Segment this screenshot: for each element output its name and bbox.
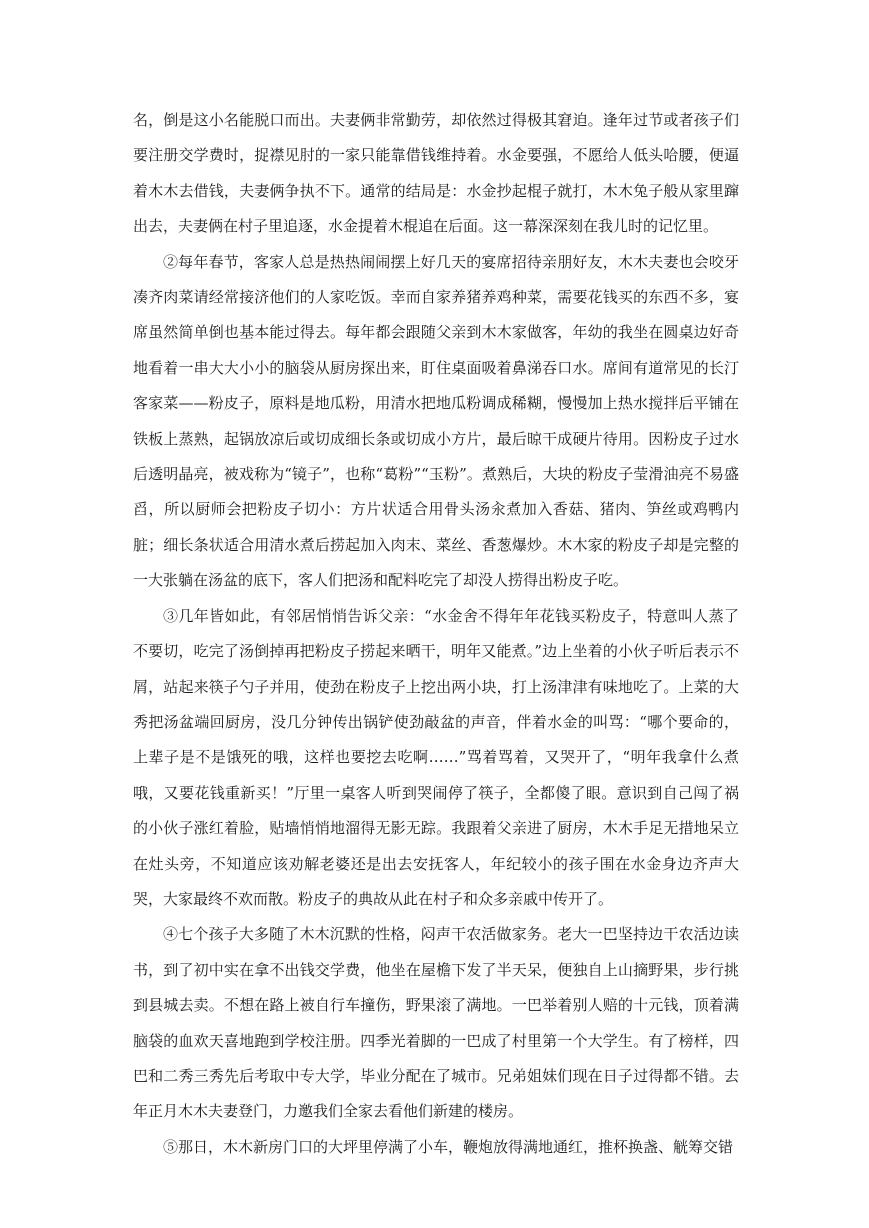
article-body [133,103,739,1165]
paragraph-2: ②每年春节，客家人总是热热闹闹摆上好几天的宴席招待亲朋好友，木木夫妻也会咬牙凑齐肉菜请经常接济他们的人家吃饭。幸而自家养猪养鸡种菜，需要花钱买的东西不多，宴席虽然简单倒也基本能过得去。每年都会跟随父亲到木木家做客，年幼的我坐在圆桌边好奇地看着一串大大小小的脑袋从厨房探出来，盯住桌面吸着鼻涕吞口水。席间有道常见的长汀客家菜——粉皮子，原料是地瓜粉，用清水把地瓜粉调成稀糊，慢慢加上热水搅拌后平铺在铁板上蒸熟，起锅放凉后或切成细长条或切成小方片，最后晾干成硬片待用。因粉皮子过水后透明晶亮，被戏称为“镜子”，也称“葛粉”“玉粉”。煮熟后，大块的粉皮子莹滑油亮不易盛舀，所以厨师会把粉皮子切小：方片状适合用骨头汤汆煮加入香菇、猪肉、笋丝或鸡鸭内脏；细长条状适合用清水煮后捞起加入肉末、菜丝、香葱爆炒。木木家的粉皮子却是完整的一大张躺在汤盆的底下，客人们把汤和配料吃完了却没人捞得出粉皮子吃。 [133,252,739,590]
paragraph-continued: 名，倒是这小名能脱口而出。夫妻俩非常勤劳，却依然过得极其窘迫。逢年过节或者孩子们要注册交学费时，捉襟见肘的一家只能靠借钱维持着。水金要强，不愿给人低头哈腰，便逼着木木去借钱，夫妻俩争执不下。通常的结局是：水金抄起棍子就打，木木兔子般从家里蹿出去，夫妻俩在村子里追逐，水金提着木棍追在后面。这一幕深深刻在我儿时的记忆里。 [133,111,739,236]
paragraph-4: ④七个孩子大多随了木木沉默的性格，闷声干农活做家务。老大一巴坚持边干农活边读书，到了初中实在拿不出钱交学费，他坐在屋檐下发了半天呆，便独自上山摘野果，步行挑到县城去卖。不想在路上被自行车撞伤，野果滚了满地。一巴举着别人赔的十元钱，顶着满脑袋的血欢天喜地跑到学校注册。四季光着脚的一巴成了村里第一个大学生。有了榜样，四巴和二秀三秀先后考取中专大学，毕业分配在了城市。兄弟姐妹们现在日子过得都不错。去年正月木木夫妻登门，力邀我们全家去看他们新建的楼房。 [133,925,739,1121]
paragraph-3: ③几年皆如此，有邻居悄悄告诉父亲：“水金舍不得年年花钱买粉皮子，特意叫人蒸了不要切，吃完了汤倒掉再把粉皮子捞起来晒干，明年又能煮。”边上坐着的小伙子听后表示不屑，站起来筷子勺子并用，使劲在粉皮子上挖出两小块，打上汤津津有味地吃了。上菜的大秀把汤盆端回厨房，没几分钟传出锅铲使劲敲盆的声音，伴着水金的叫骂：“哪个要命的，上辈子是不是饿死的哦，这样也要挖去吃啊……”骂着骂着，又哭开了，“明年我拿什么煮哦，又要花钱重新买！”厅里一桌客人听到哭闹停了筷子，全都傻了眼。意识到自己闯了祸的小伙子涨红着脸，贴墙悄悄地溜得无影无踪。我跟着父亲进了厨房，木木手足无措地呆立在灶头旁，不知道应该劝解老婆还是出去安抚客人，年纪较小的孩子围在水金身边齐声大哭，大家最终不欢而散。粉皮子的典故从此在村子和众多亲戚中传开了。 [133,606,739,908]
paragraph-5: ⑤那日，木木新房门口的大坪里停满了小车，鞭炮放得满地通红，推杯换盏、觥筹交错 [163,1137,734,1156]
